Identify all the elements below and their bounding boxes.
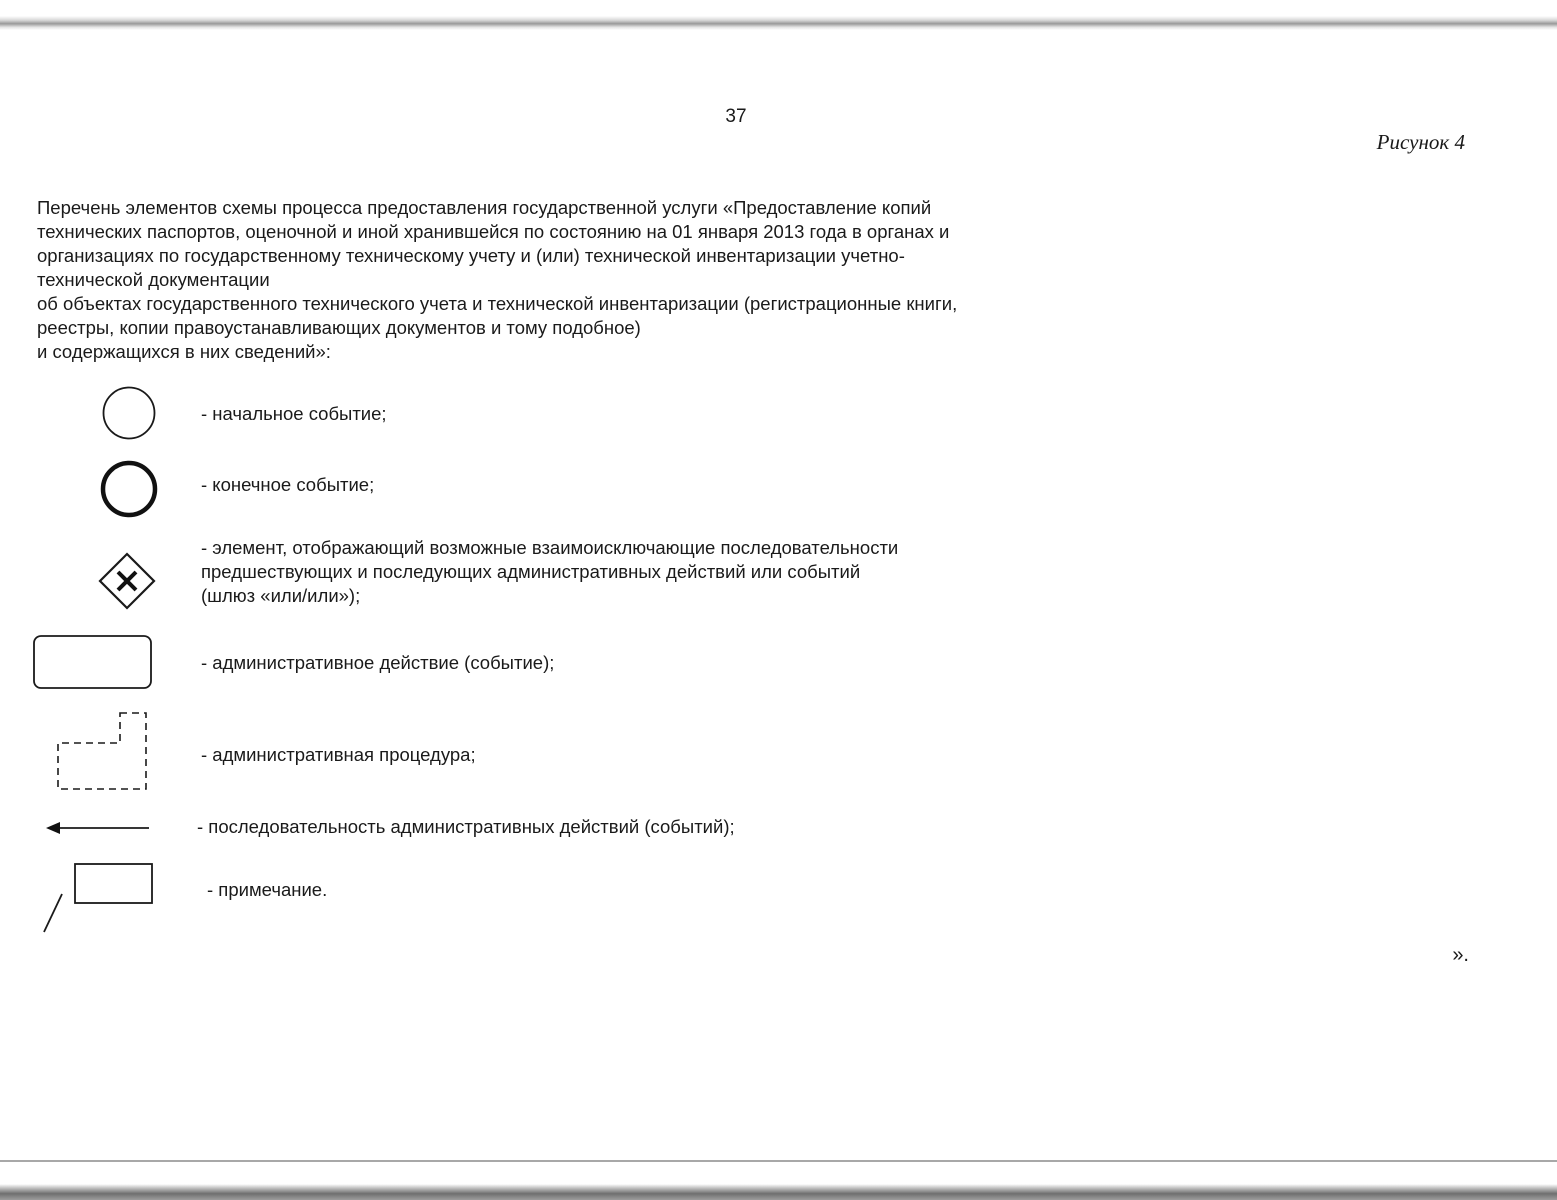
closing-quote: ». xyxy=(1452,944,1469,966)
legend-text-gateway: - элемент, отображающий возможные взаимоисключающие последовательности предшествующих и последующих административных действий или событий (шлюз «или/или»); xyxy=(201,537,899,606)
rounded-rectangle-icon xyxy=(32,634,154,692)
dashed-procedure-icon xyxy=(54,709,152,793)
thick-circle-icon xyxy=(96,458,162,520)
legend-text-start-event: - начальное событие; xyxy=(201,403,387,424)
legend-text-annotation: - примечание. xyxy=(207,879,328,900)
scan-edge-bottom xyxy=(0,1184,1557,1200)
legend-text-end-event: - конечное событие; xyxy=(201,474,375,495)
arrow-left-icon xyxy=(44,818,152,838)
thin-circle-icon xyxy=(96,384,162,442)
scan-line-bottom xyxy=(0,1160,1557,1162)
legend-text-action: - административное действие (событие); xyxy=(201,652,555,673)
annotation-icon xyxy=(40,860,156,936)
exclusive-gateway-icon xyxy=(96,550,160,612)
page-number: 37 xyxy=(725,106,747,127)
scan-edge-top xyxy=(0,16,1557,30)
figure-label: Рисунок 4 xyxy=(1376,130,1465,154)
intro-paragraph: Перечень элементов схемы процесса предоставления государственной услуги «Предоставление копий технических паспортов, оценочной и иной хранившейся по состоянию на 01 января 2013 года в органах и организациях по государственному техническому учету и (или) технической инвентаризации учетно- технической документации об объектах государственного технического учета и технической инвентаризации (регистрационные книги, реестры, копии правоустанавливающих документов и тому подобное) и содержащихся в них сведений»: xyxy=(37,197,958,362)
legend-text-procedure: - административная процедура; xyxy=(201,744,476,765)
legend-text-sequence: - последовательность административных действий (событий); xyxy=(197,816,735,837)
